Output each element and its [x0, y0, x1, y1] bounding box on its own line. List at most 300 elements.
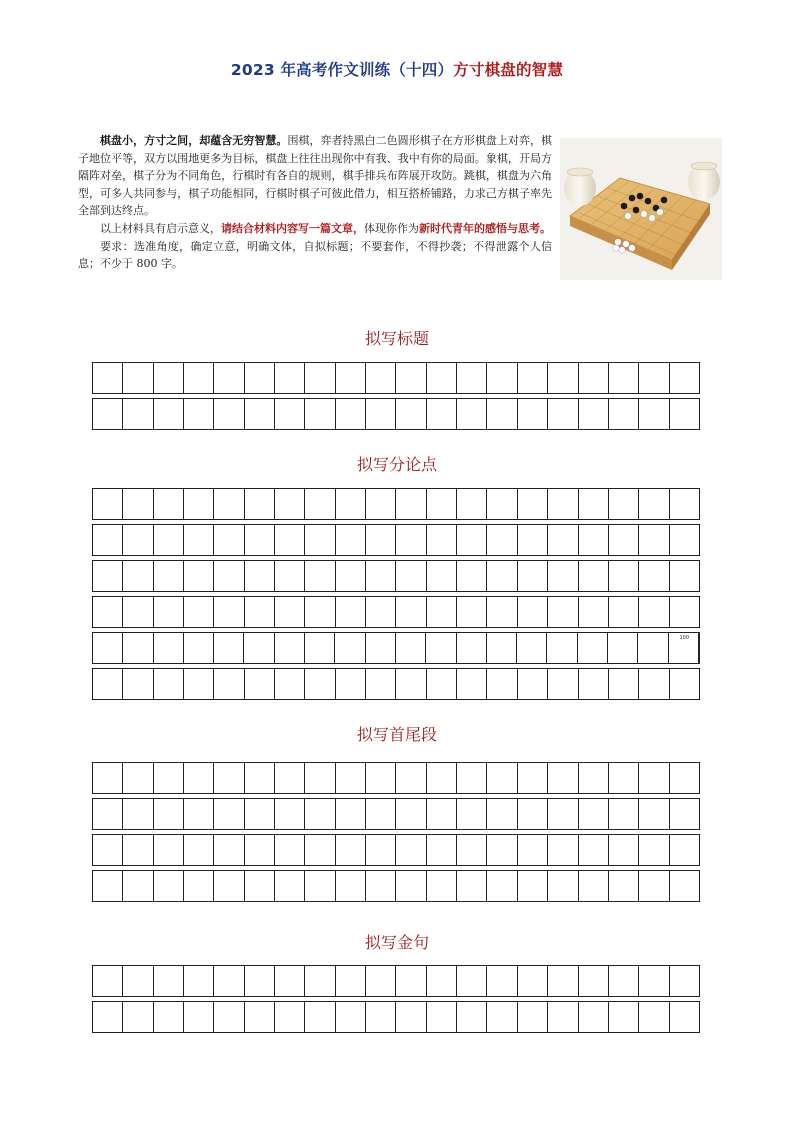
grid-cell[interactable] [305, 1002, 335, 1032]
grid-cell[interactable] [275, 871, 305, 901]
grid-cell[interactable] [93, 799, 123, 829]
grid-cell[interactable] [214, 835, 244, 865]
grid-cell[interactable] [518, 399, 548, 429]
grid-cell[interactable] [123, 363, 153, 393]
grid-cell[interactable] [639, 489, 669, 519]
grid-cell[interactable] [214, 363, 244, 393]
grid-cell[interactable] [396, 799, 426, 829]
grid-cell[interactable] [457, 525, 487, 555]
grid-row[interactable] [92, 965, 700, 997]
grid-row[interactable] [92, 596, 700, 628]
grid-cell[interactable] [487, 489, 517, 519]
grid-cell[interactable] [487, 1002, 517, 1032]
grid-cell[interactable] [427, 871, 457, 901]
grid-cell[interactable] [609, 489, 639, 519]
grid-cell[interactable] [154, 799, 184, 829]
grid-cell[interactable] [275, 525, 305, 555]
grid-cell[interactable] [93, 1002, 123, 1032]
grid-cell[interactable] [366, 399, 396, 429]
grid-cell[interactable] [487, 871, 517, 901]
grid-cell[interactable] [639, 561, 669, 591]
grid-cell[interactable] [336, 763, 366, 793]
grid-cell[interactable] [457, 489, 487, 519]
grid-cell[interactable] [639, 966, 669, 996]
grid-cell[interactable] [548, 561, 578, 591]
grid-cell[interactable] [548, 871, 578, 901]
grid-cell[interactable] [609, 561, 639, 591]
grid-cell[interactable] [518, 669, 548, 699]
grid-cell[interactable] [579, 561, 609, 591]
grid-cell[interactable] [123, 399, 153, 429]
grid-cell[interactable] [366, 525, 396, 555]
grid-cell[interactable] [93, 399, 123, 429]
grid-cell[interactable] [305, 966, 335, 996]
grid-cell[interactable] [336, 561, 366, 591]
grid-cell[interactable] [305, 633, 335, 663]
grid-cell[interactable] [275, 597, 305, 627]
grid-cell[interactable] [670, 597, 699, 627]
grid-cell[interactable] [275, 763, 305, 793]
grid-cell[interactable] [670, 561, 699, 591]
grid-cell[interactable] [639, 763, 669, 793]
grid-cell[interactable] [427, 1002, 457, 1032]
grid-cell[interactable] [518, 489, 548, 519]
grid-cell[interactable] [214, 633, 244, 663]
grid-cell[interactable] [275, 489, 305, 519]
grid-cell[interactable] [487, 597, 517, 627]
grid-cell[interactable] [396, 561, 426, 591]
grid-cell[interactable] [184, 525, 214, 555]
grid-cell[interactable] [579, 799, 609, 829]
grid-cell[interactable] [184, 597, 214, 627]
grid-cell[interactable] [518, 597, 548, 627]
grid-cell[interactable] [184, 669, 214, 699]
grid-cell[interactable] [548, 799, 578, 829]
grid-cell[interactable] [548, 399, 578, 429]
grid-cell[interactable] [366, 799, 396, 829]
grid-cell[interactable] [123, 561, 153, 591]
grid-row[interactable] [92, 398, 700, 430]
grid-cell[interactable] [214, 1002, 244, 1032]
grid-cell[interactable] [670, 966, 699, 996]
grid-cell[interactable] [427, 363, 457, 393]
grid-cell[interactable] [457, 669, 487, 699]
grid-cell[interactable] [427, 835, 457, 865]
grid-cell[interactable] [638, 633, 668, 663]
grid-cell[interactable] [93, 669, 123, 699]
grid-cell[interactable] [487, 363, 517, 393]
grid-cell[interactable] [214, 489, 244, 519]
grid-cell[interactable] [275, 835, 305, 865]
grid-cell[interactable] [457, 763, 487, 793]
grid-cell[interactable] [245, 669, 275, 699]
grid-cell[interactable] [396, 871, 426, 901]
grid-cell[interactable] [366, 561, 396, 591]
grid-cell[interactable] [457, 871, 487, 901]
grid-cell[interactable] [336, 799, 366, 829]
grid-cell[interactable] [154, 669, 184, 699]
grid-cell[interactable] [487, 763, 517, 793]
grid-cell[interactable] [93, 763, 123, 793]
grid-cell[interactable] [487, 799, 517, 829]
grid-cell[interactable] [427, 966, 457, 996]
grid-cell[interactable] [670, 1002, 699, 1032]
grid-cell[interactable] [457, 399, 487, 429]
grid-cell[interactable] [670, 669, 699, 699]
grid-cell[interactable] [639, 871, 669, 901]
grid-cell[interactable] [609, 763, 639, 793]
grid-cell[interactable] [639, 363, 669, 393]
grid-cell[interactable] [518, 525, 548, 555]
grid-cell[interactable] [214, 966, 244, 996]
grid-cell[interactable] [427, 669, 457, 699]
grid-cell[interactable] [639, 525, 669, 555]
grid-cell[interactable] [579, 669, 609, 699]
grid-row[interactable] [92, 560, 700, 592]
grid-cell[interactable] [457, 633, 487, 663]
grid-cell[interactable] [609, 363, 639, 393]
grid-cell[interactable] [245, 363, 275, 393]
grid-cell[interactable] [487, 633, 517, 663]
grid-cell[interactable] [123, 799, 153, 829]
grid-cell[interactable] [245, 525, 275, 555]
grid-cell[interactable] [639, 835, 669, 865]
grid-cell[interactable] [366, 597, 396, 627]
grid-cell[interactable] [275, 799, 305, 829]
grid-cell[interactable] [396, 363, 426, 393]
grid-cell[interactable] [639, 799, 669, 829]
grid-cell[interactable] [518, 561, 548, 591]
grid-cell[interactable] [123, 525, 153, 555]
grid-cell[interactable] [518, 799, 548, 829]
grid-cell[interactable] [517, 633, 547, 663]
grid-row[interactable] [92, 362, 700, 394]
grid-cell[interactable] [670, 763, 699, 793]
grid-cell[interactable] [245, 763, 275, 793]
grid-cell[interactable] [609, 835, 639, 865]
writing-grid-golden-sentences[interactable] [92, 965, 700, 1037]
grid-cell[interactable] [214, 561, 244, 591]
grid-cell[interactable] [214, 669, 244, 699]
grid-cell[interactable] [427, 763, 457, 793]
grid-cell[interactable] [336, 525, 366, 555]
grid-cell[interactable] [609, 399, 639, 429]
grid-cell[interactable] [184, 763, 214, 793]
grid-cell[interactable] [457, 363, 487, 393]
grid-cell[interactable] [579, 597, 609, 627]
grid-cell[interactable] [93, 597, 123, 627]
grid-cell[interactable] [154, 363, 184, 393]
grid-row[interactable] [92, 668, 700, 700]
grid-cell[interactable] [548, 597, 578, 627]
grid-cell[interactable] [123, 489, 153, 519]
grid-cell[interactable] [336, 1002, 366, 1032]
grid-cell[interactable] [275, 399, 305, 429]
grid-cell[interactable] [609, 597, 639, 627]
grid-row[interactable] [92, 488, 700, 520]
grid-cell[interactable] [305, 489, 335, 519]
grid-cell[interactable] [184, 399, 214, 429]
grid-cell[interactable] [670, 835, 699, 865]
grid-cell[interactable] [427, 799, 457, 829]
grid-cell[interactable] [609, 799, 639, 829]
grid-cell[interactable] [154, 561, 184, 591]
grid-cell[interactable] [154, 1002, 184, 1032]
grid-cell[interactable] [518, 363, 548, 393]
grid-cell[interactable] [548, 525, 578, 555]
grid-cell[interactable] [396, 399, 426, 429]
grid-cell[interactable] [670, 525, 699, 555]
grid-cell[interactable] [93, 561, 123, 591]
grid-cell[interactable] [245, 835, 275, 865]
grid-cell[interactable] [427, 525, 457, 555]
grid-cell[interactable] [366, 1002, 396, 1032]
grid-cell[interactable] [487, 561, 517, 591]
grid-cell[interactable] [123, 835, 153, 865]
grid-cell[interactable] [305, 399, 335, 429]
grid-cell[interactable] [123, 871, 153, 901]
document-title [0, 58, 794, 80]
grid-cell[interactable] [184, 799, 214, 829]
grid-cell[interactable] [670, 799, 699, 829]
grid-cell[interactable] [154, 489, 184, 519]
grid-cell[interactable] [123, 597, 153, 627]
grid-cell[interactable] [518, 835, 548, 865]
grid-cell[interactable] [336, 399, 366, 429]
grid-cell[interactable] [396, 835, 426, 865]
grid-cell[interactable] [579, 525, 609, 555]
grid-cell[interactable] [93, 525, 123, 555]
grid-cell[interactable] [639, 399, 669, 429]
grid-cell[interactable] [670, 871, 699, 901]
grid-cell[interactable] [335, 633, 365, 663]
grid-cell[interactable] [548, 966, 578, 996]
grid-cell[interactable] [609, 966, 639, 996]
grid-row[interactable] [92, 762, 700, 794]
grid-cell[interactable] [548, 363, 578, 393]
grid-cell[interactable] [184, 489, 214, 519]
grid-cell[interactable] [396, 633, 426, 663]
grid-cell[interactable] [123, 669, 153, 699]
grid-cell[interactable] [518, 871, 548, 901]
grid-cell[interactable] [336, 966, 366, 996]
grid-cell[interactable] [579, 871, 609, 901]
grid-cell[interactable] [245, 597, 275, 627]
grid-cell[interactable] [184, 633, 214, 663]
grid-cell[interactable] [518, 1002, 548, 1032]
grid-cell[interactable] [427, 597, 457, 627]
grid-cell[interactable] [184, 871, 214, 901]
grid-cell[interactable] [214, 399, 244, 429]
grid-cell[interactable] [244, 633, 274, 663]
grid-cell[interactable] [93, 966, 123, 996]
grid-cell[interactable] [609, 669, 639, 699]
grid-cell[interactable] [275, 633, 305, 663]
grid-cell[interactable] [305, 525, 335, 555]
grid-cell[interactable] [305, 597, 335, 627]
grid-cell[interactable] [366, 763, 396, 793]
grid-cell[interactable] [154, 399, 184, 429]
grid-cell[interactable] [670, 489, 699, 519]
grid-cell[interactable] [579, 399, 609, 429]
grid-cell[interactable] [305, 799, 335, 829]
grid-cell[interactable] [396, 669, 426, 699]
grid-cell[interactable] [245, 399, 275, 429]
grid-cell[interactable] [154, 597, 184, 627]
grid-cell[interactable] [426, 633, 456, 663]
grid-cell[interactable] [457, 799, 487, 829]
grid-cell[interactable] [366, 489, 396, 519]
grid-cell[interactable] [245, 561, 275, 591]
grid-cell[interactable] [245, 489, 275, 519]
grid-cell[interactable] [548, 835, 578, 865]
grid-cell[interactable] [457, 966, 487, 996]
grid-cell[interactable] [639, 597, 669, 627]
grid-cell[interactable] [336, 669, 366, 699]
grid-cell[interactable] [427, 489, 457, 519]
grid-cell[interactable] [487, 525, 517, 555]
grid-cell[interactable] [93, 489, 123, 519]
grid-cell[interactable] [609, 871, 639, 901]
grid-cell[interactable] [123, 966, 153, 996]
grid-cell[interactable] [547, 633, 577, 663]
grid-row[interactable] [92, 870, 700, 902]
grid-cell[interactable] [245, 799, 275, 829]
grid-row[interactable] [92, 798, 700, 830]
grid-cell[interactable] [214, 763, 244, 793]
grid-cell[interactable] [579, 363, 609, 393]
grid-cell[interactable] [93, 835, 123, 865]
grid-cell[interactable] [305, 835, 335, 865]
grid-cell[interactable] [154, 966, 184, 996]
writing-grid-sub-arguments[interactable] [92, 488, 700, 704]
grid-cell[interactable] [548, 489, 578, 519]
grid-cell[interactable] [639, 1002, 669, 1032]
grid-cell[interactable] [366, 633, 396, 663]
grid-cell[interactable] [214, 799, 244, 829]
grid-cell[interactable] [487, 669, 517, 699]
grid-cell[interactable] [154, 633, 184, 663]
grid-row[interactable] [92, 1001, 700, 1033]
grid-cell[interactable] [214, 525, 244, 555]
grid-cell[interactable] [154, 763, 184, 793]
grid-cell[interactable] [518, 763, 548, 793]
grid-cell[interactable] [123, 763, 153, 793]
grid-cell[interactable] [639, 669, 669, 699]
grid-cell[interactable] [396, 966, 426, 996]
grid-cell[interactable] [123, 633, 153, 663]
grid-cell[interactable] [305, 763, 335, 793]
grid-cell[interactable] [670, 399, 699, 429]
grid-cell[interactable] [184, 966, 214, 996]
grid-cell[interactable] [275, 669, 305, 699]
grid-cell[interactable] [670, 363, 699, 393]
grid-cell[interactable] [245, 966, 275, 996]
grid-cell[interactable] [457, 835, 487, 865]
word-count-mark: 100 [679, 635, 689, 641]
grid-cell[interactable] [579, 835, 609, 865]
grid-cell[interactable] [396, 525, 426, 555]
grid-cell[interactable] [184, 835, 214, 865]
grid-cell[interactable] [305, 871, 335, 901]
grid-cell[interactable] [336, 835, 366, 865]
grid-cell[interactable] [275, 363, 305, 393]
grid-cell[interactable] [184, 1002, 214, 1032]
grid-cell[interactable] [518, 966, 548, 996]
grid-cell[interactable] [396, 597, 426, 627]
grid-cell[interactable] [275, 1002, 305, 1032]
grid-cell[interactable] [608, 633, 638, 663]
grid-cell[interactable] [579, 763, 609, 793]
grid-cell[interactable] [93, 363, 123, 393]
grid-cell[interactable] [427, 561, 457, 591]
grid-cell[interactable] [396, 763, 426, 793]
grid-cell[interactable] [487, 966, 517, 996]
grid-cell[interactable] [336, 363, 366, 393]
grid-cell[interactable] [579, 1002, 609, 1032]
grid-cell[interactable] [548, 763, 578, 793]
grid-cell[interactable] [305, 363, 335, 393]
grid-cell[interactable] [548, 1002, 578, 1032]
grid-cell[interactable] [184, 561, 214, 591]
grid-row[interactable] [92, 834, 700, 866]
grid-cell[interactable] [214, 871, 244, 901]
grid-cell[interactable] [123, 1002, 153, 1032]
grid-cell[interactable] [245, 1002, 275, 1032]
grid-cell[interactable] [396, 1002, 426, 1032]
grid-cell[interactable] [366, 669, 396, 699]
grid-cell[interactable] [336, 597, 366, 627]
grid-cell[interactable] [305, 561, 335, 591]
grid-cell[interactable] [609, 525, 639, 555]
grid-cell[interactable] [336, 489, 366, 519]
grid-cell[interactable] [336, 871, 366, 901]
writing-grid-title[interactable] [92, 362, 700, 434]
grid-cell[interactable] [154, 871, 184, 901]
grid-row[interactable] [92, 524, 700, 556]
grid-cell[interactable] [93, 871, 123, 901]
grid-cell[interactable] [427, 399, 457, 429]
grid-cell[interactable] [275, 561, 305, 591]
grid-cell[interactable] [214, 597, 244, 627]
grid-cell[interactable] [457, 1002, 487, 1032]
grid-cell[interactable] [305, 669, 335, 699]
grid-cell[interactable] [487, 399, 517, 429]
grid-cell[interactable] [366, 363, 396, 393]
grid-cell[interactable] [578, 633, 608, 663]
grid-cell[interactable] [154, 525, 184, 555]
grid-cell[interactable] [609, 1002, 639, 1032]
writing-grid-opening-ending[interactable] [92, 762, 700, 906]
grid-cell[interactable] [366, 966, 396, 996]
grid-cell[interactable] [457, 561, 487, 591]
grid-cell[interactable] [579, 489, 609, 519]
grid-cell[interactable] [457, 597, 487, 627]
grid-cell[interactable] [245, 871, 275, 901]
grid-cell[interactable] [184, 363, 214, 393]
go-board-photo [560, 138, 722, 280]
grid-cell[interactable] [366, 835, 396, 865]
grid-cell[interactable] [275, 966, 305, 996]
grid-cell[interactable] [396, 489, 426, 519]
grid-cell[interactable] [579, 966, 609, 996]
grid-cell[interactable] [154, 835, 184, 865]
grid-cell[interactable] [366, 871, 396, 901]
grid-cell[interactable] [548, 669, 578, 699]
grid-row[interactable] [92, 632, 700, 664]
grid-cell[interactable] [93, 633, 123, 663]
grid-cell[interactable] [487, 835, 517, 865]
